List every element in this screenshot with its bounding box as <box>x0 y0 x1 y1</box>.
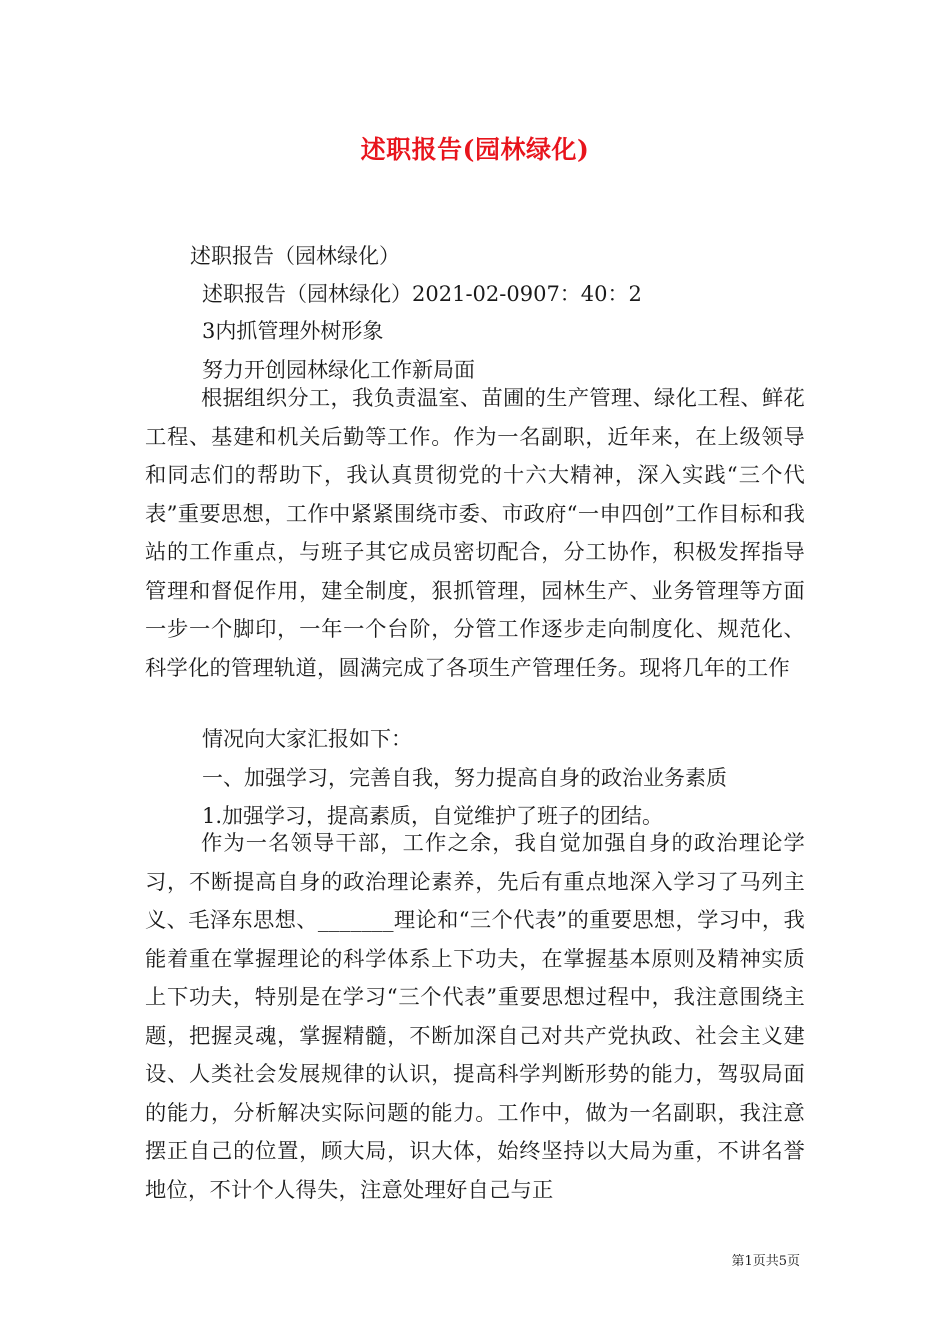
document-title: 述职报告(园林绿化) <box>360 135 590 164</box>
section-heading: 一、加强学习，完善自我，努力提高自身的政治业务素质 <box>202 766 727 790</box>
heading-line-1: 述职报告（园林绿化） <box>190 244 400 268</box>
paragraph: 作为一名领导干部，工作之余，我自觉加强自身的政治理论学习，不断提高自身的政治理论素养，先后有重点地深入学习了马列主义、毛泽东思想、_______理论和“三个代表”的重要思想，学习中，我能着重在掌握理论的科学体系上下功夫，在掌握基本原则及精神实质上下功夫，特别是在学习“三个代表”重要思想过程中，我注意围绕主题，把握灵魂，掌握精髓，不断加深自己对共产党执政、社会主义建设、人类社会发展规律的认识，提高科学判断形势的能力，驾驭局面的能力，分析解决实际问题的能力。工作中，做为一名副职，我注意摆正自己的位置，顾大局，识大体，始终坚持以大局为重，不讲名誉地位，不计个人得失，注意处理好自己与正 <box>145 831 805 1203</box>
body-text <box>145 380 805 688</box>
paragraph: 情况向大家汇报如下： <box>202 727 412 751</box>
heading-line-4: 努力开创园林绿化工作新局面 <box>202 358 475 382</box>
paragraph: 根据组织分工，我负责温室、苗圃的生产管理、绿化工程、鲜花工程、基建和机关后勤等工作。作为一名副职，近年来，在上级领导和同志们的帮助下，我认真贯彻党的十六大精神，深入实践“三个代表”重要思想，工作中紧紧围绕市委、市政府“一申四创”工作目标和我站的工作重点，与班子其它成员密切配合，分工协作，积极发挥指导管理和督促作用，建全制度，狠抓管理，园林生产、业务管理等方面一步一个脚印，一年一个台阶，分管工作逐步走向制度化、规范化、科学化的管理轨道，圆满完成了各项生产管理任务。现将几年的工作 <box>145 386 805 681</box>
page-number: 第1页共5页 <box>731 1254 800 1269</box>
body-text <box>145 825 805 1210</box>
heading-line-2: 述职报告（园林绿化）2021-02-0907：40：2 <box>202 282 642 306</box>
heading-line-3: 3内抓管理外树形象 <box>202 319 384 343</box>
subsection-heading: 1.加强学习，提高素质，自觉维护了班子的团结。 <box>202 804 664 828</box>
